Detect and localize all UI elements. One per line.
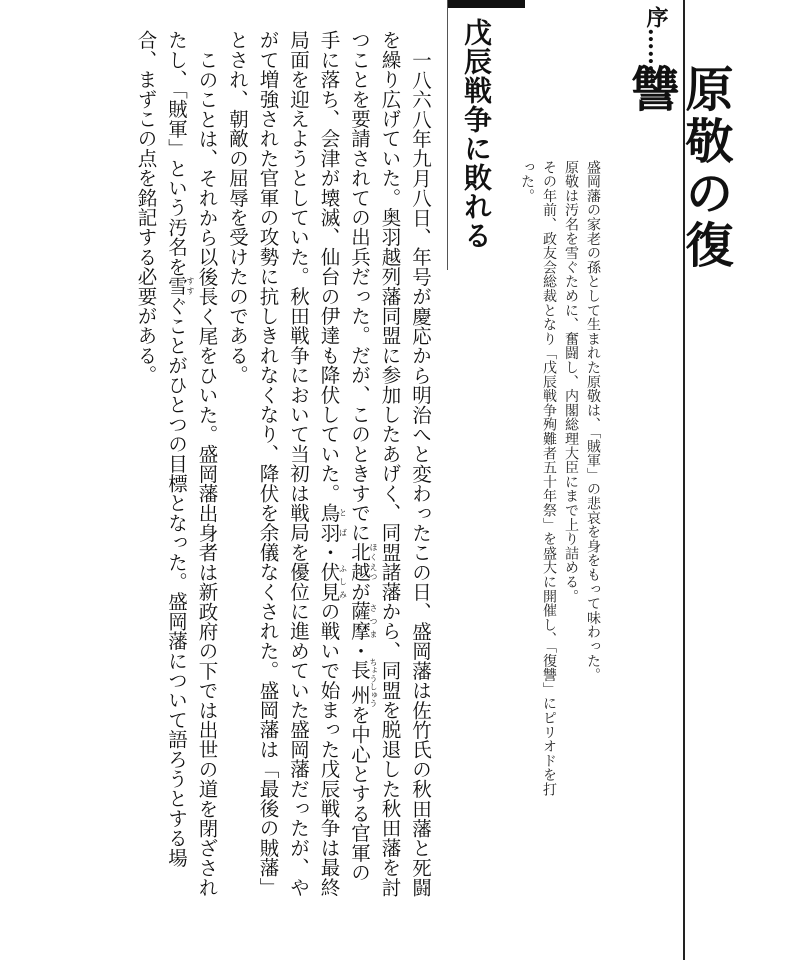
ruby-word: 北越ほくえつ (348, 542, 378, 582)
lead-summary (519, 160, 604, 800)
ruby-reading: とば (338, 502, 348, 543)
ruby-word: 雪すす (165, 276, 195, 297)
lead-line: その年前、政友会総裁となり「戊辰戦争殉難者五十年祭」を盛大に開催し、「復讐」にピリオドを打った。 (519, 160, 557, 797)
lead-line: 盛岡藩の家老の孫として生まれた原敬は、「賊軍」の悲哀を身をもって味わった。 (585, 160, 601, 683)
ruby-word: 長州ちょうしゅう (348, 657, 378, 708)
ruby-reading: ほくえつ (369, 542, 378, 582)
section-heading (447, 0, 525, 270)
chapter-heading (623, 0, 733, 310)
ruby-word: 鳥羽とば (317, 502, 348, 543)
ruby-reading: すす (186, 276, 195, 297)
section-heading-bar (447, 0, 525, 8)
lead-line: 原敬は汚名を雪ぐために、奮闘し、内閣総理大臣にまで上り詰める。 (563, 160, 579, 604)
body-paragraph: このことは、それから以後長く尾をひいた。盛岡藩出身者は新政府の下では出世の道を閉ざされたし、「賊軍」という汚名を雪すすぐことがひとつの目標となった。盛岡藩について語ろうとする場合、まずこの点を銘記する必要がある。 (134, 30, 219, 897)
ruby-word: 伏見ふしみ (317, 561, 348, 602)
body-paragraph: 一八六八年九月八日、年号が慶応から明治へと変わったこの日、盛岡藩は佐竹氏の秋田藩と死闘を繰り広げていた。奥羽越列藩同盟に参加したあげく、同盟諸藩から、同盟を脱退した秋田藩を討つことを要請されての出兵だった。だが、このときすでに北越ほくえつが薩摩さつま・長州ちょうしゅうを中心とする官軍の手に落ち、会津が壊滅、仙台の伊達も降伏していた。鳥羽とば・伏見ふしみの戦いで始まった戊辰戦争は最終局面を迎えようとしていた。秋田戦争において当初は戦局を優位に進めていた盛岡藩だったが、やがて増強された官軍の攻勢に抗しきれなくなり、降伏を余儀なくされた。盛岡藩は「最後の賊藩」とされ、朝敵の屈辱を受けたのである。 (226, 30, 432, 897)
ruby-reading: さつま (369, 601, 378, 641)
chapter-prefix: 序…… (643, 6, 669, 72)
section-title: 戊辰戦争に敗れる (460, 18, 493, 250)
ruby-word: 薩摩さつま (348, 601, 378, 641)
chapter-title: 原敬の復讐 (623, 64, 733, 272)
ruby-reading: ふしみ (338, 561, 348, 602)
ruby-reading: ちょうしゅう (369, 657, 378, 708)
body-text-run: このことは、それから以後長く尾をひいた。盛岡藩出身者は新政府の下では出世の道を閉ざされたし、「賊軍」という汚名を (165, 30, 219, 897)
section-heading-rule (447, 0, 448, 270)
body-text (120, 30, 435, 900)
body-text-run: 一八六八年九月八日、年号が慶応から明治へと変わったこの日、盛岡藩は佐竹氏の秋田藩と死闘を繰り広げていた。奥羽越列藩同盟に参加したあげく、同盟諸藩から、同盟を脱退した秋田藩を討つことを要請されての出兵だった。だが、このときすでに (348, 30, 432, 897)
